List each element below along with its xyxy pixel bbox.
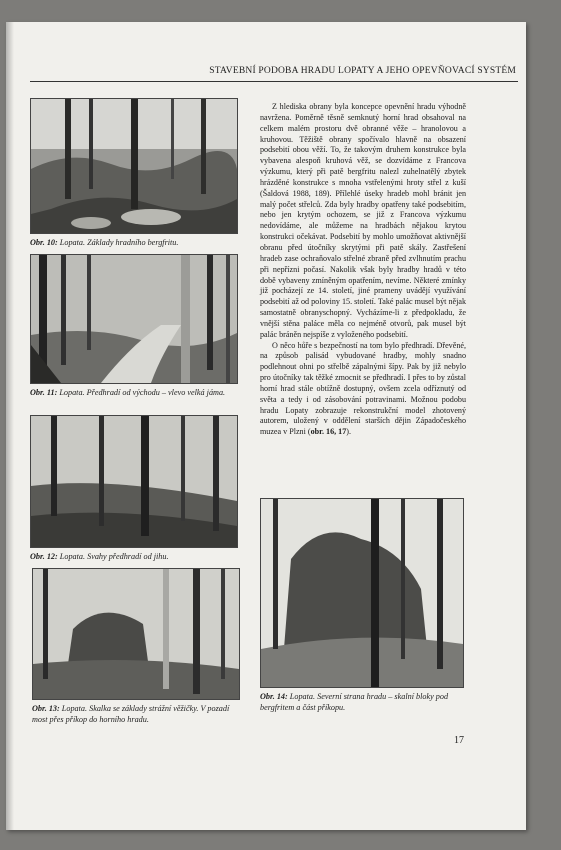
paragraph-2-end: ). [346,427,351,437]
caption-number: Obr. 12: [30,552,58,561]
photo-fig-14 [260,498,464,688]
caption-number: Obr. 10: [30,238,58,247]
caption-text: Lopata. Předhradí od východu – vlevo velká jáma. [59,388,226,397]
body-text-column [260,102,466,438]
caption-fig-13 [32,704,242,725]
caption-fig-10 [30,238,240,249]
photo-fig-10 [30,98,238,234]
figure-reference: obr. 16, 17 [310,427,347,437]
caption-number: Obr. 11: [30,388,58,397]
caption-number: Obr. 13: [32,704,60,713]
caption-fig-11 [30,388,240,399]
caption-text: Lopata. Skalka se základy strážní věžičky. V pozadí most přes příkop do horního hradu. [32,704,230,724]
book-page [6,22,526,830]
body-paragraph-2 [260,341,466,439]
paragraph-2-text: O něco hůře s bezpečností na tom bylo předhradí. Dřevěné, na způsob palisád vybudované hradby, mohly snadno podlehnout ohni po střelbě zápalnými šípy. Pak by již nebylo pro útočníky tak těžké zmocnit se předhradí. I přes to by zůstal horní hrad stále obtížně dostupný, ovšem zcela odříznutý od světa a tedy i od zásobování potravinami. Možnou podobu hradu Lopaty zobrazuje rekonstrukční model zhotovený autorem, uložený v oddělení starších dějin Západočeského muzea v Plzni ( [260,340,466,437]
binding-shadow [6,22,14,830]
caption-fig-14 [260,692,465,713]
page-number: 17 [454,735,464,746]
running-header: STAVEBNÍ PODOBA HRADU LOPATY A JEHO OPEVŇOVACÍ SYSTÉM [209,66,516,76]
caption-number: Obr. 14: [260,692,288,701]
caption-text: Lopata. Severní strana hradu – skalní bloky pod bergfritem a část příkopu. [260,692,449,712]
photo-fig-13 [32,568,240,700]
caption-text: Lopata. Svahy předhradí od jihu. [59,552,169,561]
body-paragraph-1: Z hlediska obrany byla koncepce opevnění hradu výhodně navržena. Poměrně těsně semknutý horní hrad obsahoval na celkem malém prostoru dvě obranné věže – hranolovou a kruhovou. Těžiště obrany spočívalo hlavně na obsazení podsebití obou věží. To, že takovým druhem konstrukce byla vybavena alespoň kruhová věž, se dozvídáme z Francova výzkumu, který při patě bergfritu nalezl zuhelnatělý zbytek hrázděné konstrukce s mnoha vstřelenými hroty střel z kuší (Šaldová 1988, 189). Přílehlé úseky hradeb mohl bránit jen malý počet střelců. Zda byly hradby opatřeny také podsebitím, nebo jen krytým ochozem, se již z Francova výzkumu nedovídáme, ale můžeme na hradbách nějakou krytou konstrukci očekávat. Podsebití by mohlo umožňovat aktivnější obranu před útočníky skrytými při patě skály. Zastřešení hradeb zase ochraňovalo střelné zbraně před zvlhnutím prachu při nepřízni počasí. Nakolik však byly hradby hradů v této době vybaveny zmíněným opatřením, nevíme. Některé zmínky již pocházejí ze 14. století, jiné prameny uvádějí využívání podsebití až od poloviny 15. století. Také palác musel být nějak samostatně obranyschopný. Vycházíme-li z předpokladu, že vnější stěna paláce měla co nejméně otvorů, pak musel být palác bráněn nejspíše z vyloženého podsebití. [260,102,466,339]
caption-text: Lopata. Základy hradního bergfritu. [59,238,179,247]
header-rule [30,81,518,82]
caption-fig-12 [30,552,240,563]
photo-fig-12 [30,415,238,548]
photo-fig-11 [30,254,238,384]
